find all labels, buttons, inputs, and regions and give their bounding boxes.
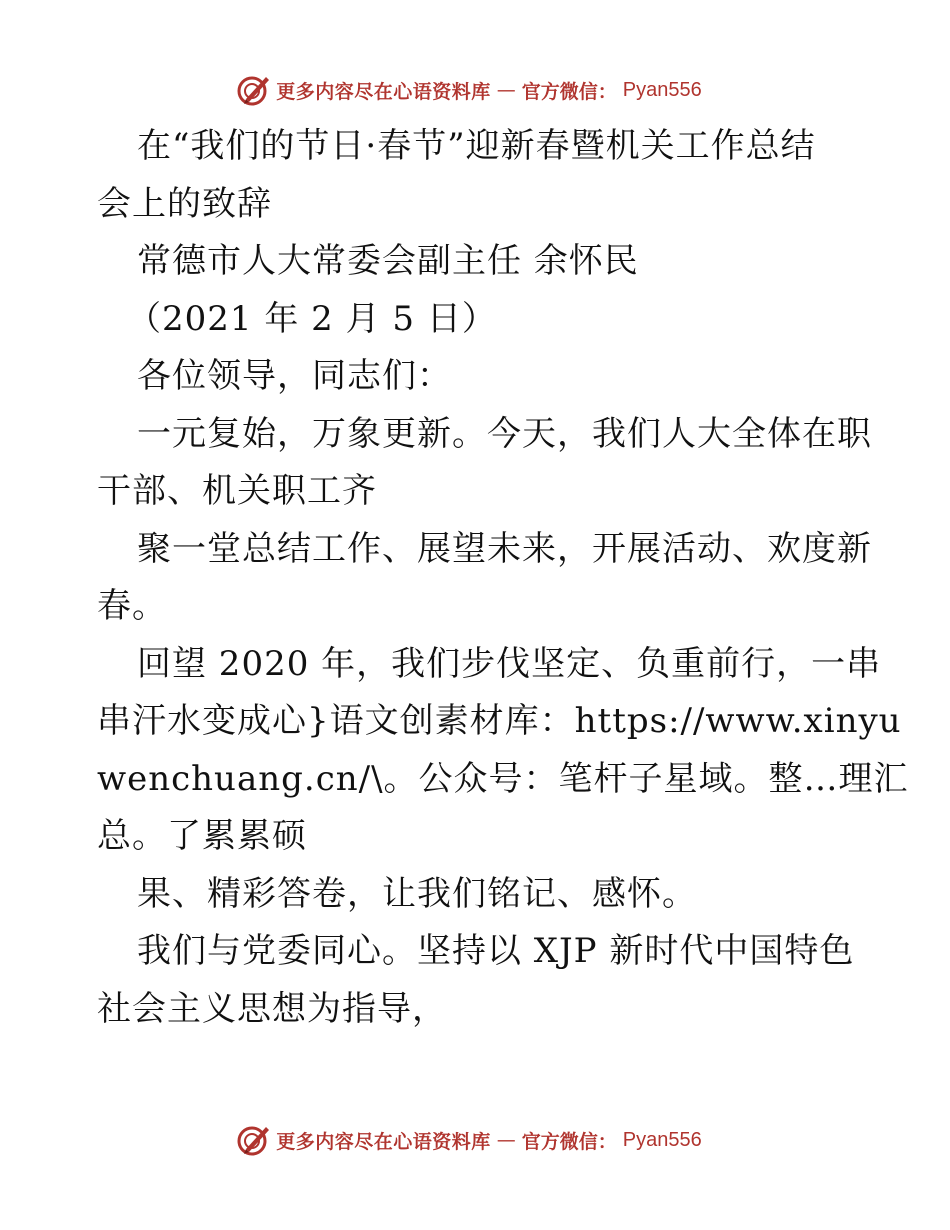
watermark-wechat-id: Pyan556 [622, 78, 702, 101]
paragraph-line: 果、精彩答卷，让我们铭记、感怀。 [137, 873, 697, 914]
speech-title-line-2: 会上的致辞 [97, 183, 272, 224]
paragraph-line: wenchuang.cn/\。公众号：笔杆子星域。整…理汇 [97, 758, 909, 799]
salutation-line: 各位领导，同志们： [137, 356, 452, 396]
paragraph-line: 聚一堂总结工作、展望未来，开展活动、欢度新 [137, 528, 872, 569]
paragraph-line: 总。了累累硕 [97, 816, 307, 856]
watermark-text: 更多内容尽在心语资料库 [276, 80, 491, 103]
pen-logo-icon [236, 73, 270, 107]
watermark-wechat-label: 官方微信： [521, 80, 617, 103]
watermark-wechat-label: 官方微信： [521, 1130, 617, 1153]
document-body [97, 118, 909, 1038]
watermark-separator: — [496, 1129, 516, 1151]
paragraph-line: 一元复始，万象更新。今天，我们人大全体在职 [137, 413, 872, 454]
paragraph-line: 回望 2020 年，我们步伐坚定、负重前行，一串 [137, 643, 882, 684]
pen-logo-icon [236, 1123, 270, 1157]
paragraph-line: 社会主义思想为指导， [97, 988, 447, 1029]
paragraph-line: 干部、机关职工齐 [97, 471, 377, 511]
watermark-banner-top [0, 70, 950, 110]
paragraph-line: 春。 [97, 586, 167, 626]
speaker-line: 常德市人大常委会副主任 余怀民 [137, 241, 639, 281]
paragraph-line: 串汗水变成心}语文创素材库：https://www.xinyu [97, 701, 902, 741]
date-line: （2021 年 2 月 5 日） [127, 298, 497, 339]
watermark-wechat-id: Pyan556 [622, 1128, 702, 1151]
watermark-text: 更多内容尽在心语资料库 [276, 1130, 491, 1153]
speech-title-line-1: 在“我们的节日·春节”迎新春暨机关工作总结 [137, 126, 816, 166]
watermark-separator: — [496, 79, 516, 101]
watermark-banner-bottom [0, 1120, 950, 1160]
paragraph-line: 我们与党委同心。坚持以 XJP 新时代中国特色 [137, 931, 855, 971]
